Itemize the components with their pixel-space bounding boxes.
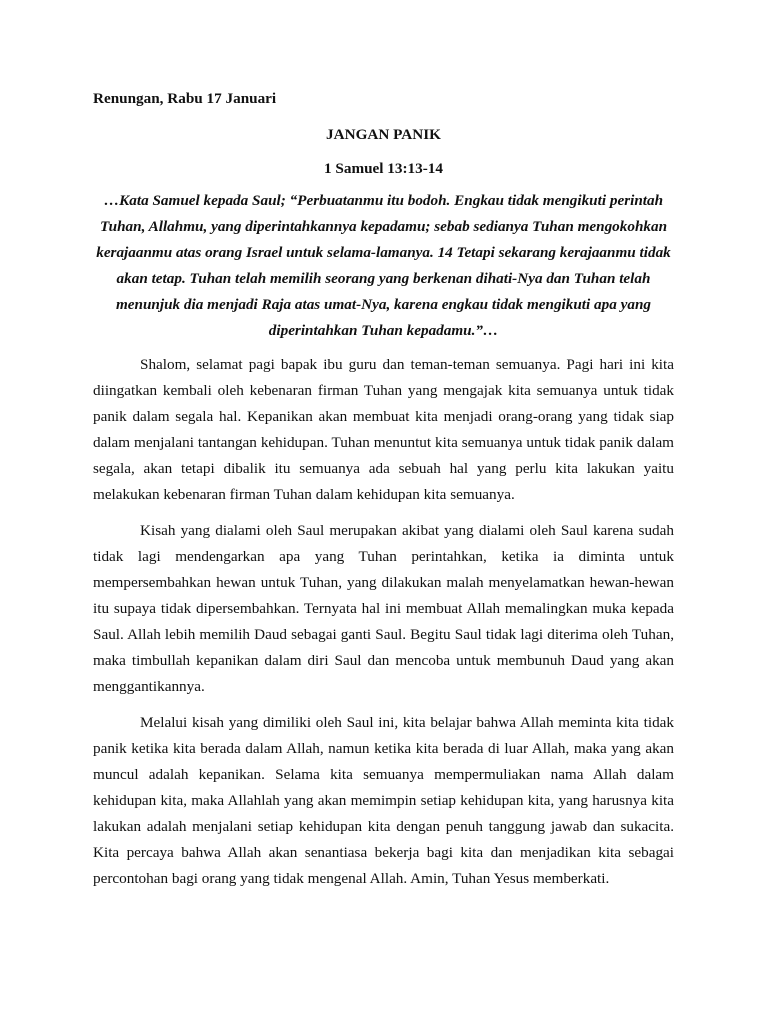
devotion-date-header: Renungan, Rabu 17 Januari <box>93 90 277 107</box>
scripture-quote: …Kata Samuel kepada Saul; “Perbuatanmu itu bodoh. Engkau tidak mengikuti perintah Tuhan, Allahmu, yang diperintahkannya kepadamu; sebab sedianya Tuhan mengokohkan kerajaanmu atas orang Israel untuk selama-lamanya. 14 Tetapi sekarang kerajaanmu tidak akan tetap. Tuhan telah memilih seorang yang berkenan dihati-Nya dan Tuhan telah menunjuk dia menjadi Raja atas umat-Nya, karena engkau tidak mengikuti apa yang diperintahkan Tuhan kepadamu.”… <box>96 192 671 339</box>
paragraph-2: Kisah yang dialami oleh Saul merupakan akibat yang dialami oleh Saul karena sudah tidak lagi mendengarkan apa yang Tuhan perintahkan, ketika ia diminta untuk mempersembahkan hewan untuk Tuhan, yang dilakukan malah menyelamatkan hewan-hewan itu supaya tidak dipersembahkan. Ternyata hal ini membuat Allah memalingkan muka kepada Saul. Allah lebih memilih Daud sebagai ganti Saul. Begitu Saul tidak lagi diterima oleh Tuhan, maka timbullah kepanikan dalam diri Saul dan mencoba untuk membunuh Daud yang akan menggantikannya. <box>93 522 674 695</box>
paragraph-3: Melalui kisah yang dimiliki oleh Saul ini, kita belajar bahwa Allah meminta kita tidak panik ketika kita berada dalam Allah, namun ketika kita berada di luar Allah, maka yang akan muncul adalah kepanikan. Selama kita semuanya mempermuliakan nama Allah dalam kehidupan kita, maka Allahlah yang akan memimpin setiap kehidupan kita, yang harusnya kita lakukan adalah menjalani setiap kehidupan kita dengan penuh tanggung jawab dan sukacita. Kita percaya bahwa Allah akan senantiasa bekerja bagi kita dan menjadikan kita sebagai percontohan bagi orang yang tidak mengenal Allah. Amin, Tuhan Yesus memberkati. <box>93 714 674 887</box>
document-body <box>93 86 674 902</box>
scripture-reference: 1 Samuel 13:13-14 <box>324 160 443 177</box>
paragraph-1: Shalom, selamat pagi bapak ibu guru dan teman-teman semuanya. Pagi hari ini kita diingatkan kembali oleh kebenaran firman Tuhan yang mengajak kita semuanya untuk tidak panik dalam segala hal. Kepanikan akan membuat kita menjadi orang-orang yang tidak siap dalam menjalani tantangan kehidupan. Tuhan menuntut kita semuanya untuk tidak panik dalam segala, akan tetapi dibalik itu semuanya ada sebuah hal yang perlu kita lakukan yaitu melakukan kebenaran firman Tuhan dalam kehidupan kita semuanya. <box>93 356 674 503</box>
document-title: JANGAN PANIK <box>326 126 441 143</box>
